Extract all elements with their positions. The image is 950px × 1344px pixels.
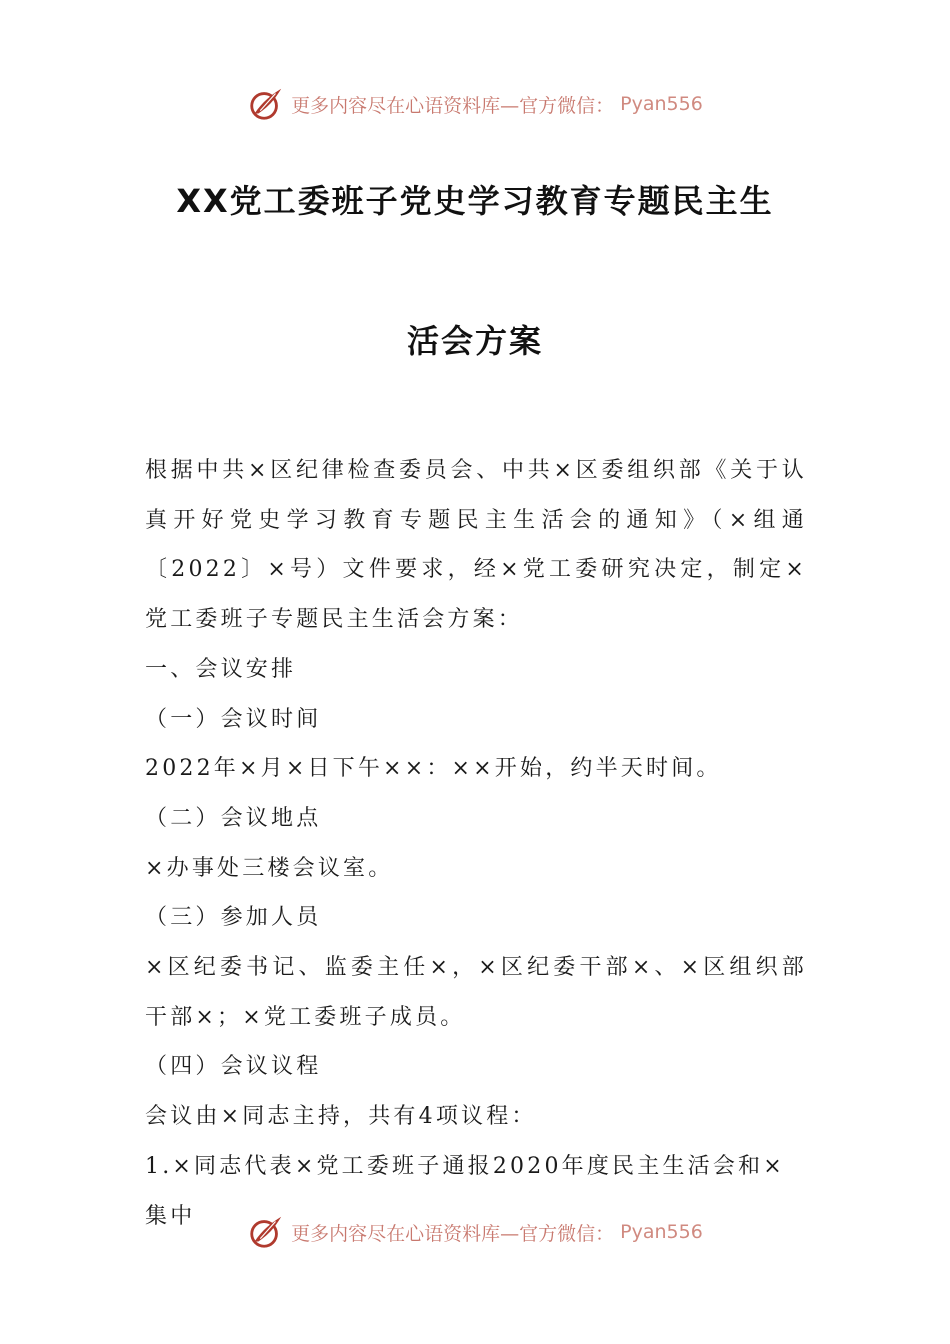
document-title-line1: XX党工委班子党史学习教育专题民主生 [176, 182, 774, 220]
subsection-participants-heading: （三）参加人员 [145, 905, 322, 931]
watermark-text: 更多内容尽在心语资料库—官方微信： [291, 1222, 615, 1245]
agenda-item-1: 1.×同志代表×党工委班子通报2020年度民主生活会和×集中 [145, 1153, 785, 1229]
subsection-time-heading: （一）会议时间 [145, 706, 322, 732]
watermark-wechat-id: Pyan556 [620, 1221, 703, 1243]
subsection-agenda-text: 会议由×同志主持，共有4项议程： [145, 1104, 537, 1130]
watermark-text: 更多内容尽在心语资料库—官方微信： [291, 94, 615, 117]
watermark-footer [0, 1212, 950, 1252]
subsection-location-text: ×办事处三楼会议室。 [145, 855, 394, 881]
quill-logo-icon [247, 85, 285, 123]
document-title-line2: 活会方案 [406, 322, 543, 360]
watermark-wechat-id: Pyan556 [620, 93, 703, 115]
subsection-participants-text: ×区纪委书记、监委主任×，×区纪委干部×、×区组织部干部×；×党工委班子成员。 [145, 955, 807, 1030]
section1-heading: 一、会议安排 [145, 656, 297, 682]
subsection-time-text: 2022年×月×日下午××：××开始，约半天时间。 [145, 756, 722, 782]
intro-paragraph: 根据中共×区纪律检查委员会、中共×区委组织部《关于认真开好党史学习教育专题民主生活会的通知》（×组通〔2022〕×号）文件要求，经×党工委研究决定，制定×党工委班子专题民主生活会方案： [145, 458, 807, 633]
quill-logo-icon [247, 1213, 285, 1251]
subsection-location-heading: （二）会议地点 [145, 805, 322, 831]
subsection-agenda-heading: （四）会议议程 [145, 1054, 322, 1080]
watermark-header [0, 84, 950, 124]
document-body [145, 446, 807, 1241]
